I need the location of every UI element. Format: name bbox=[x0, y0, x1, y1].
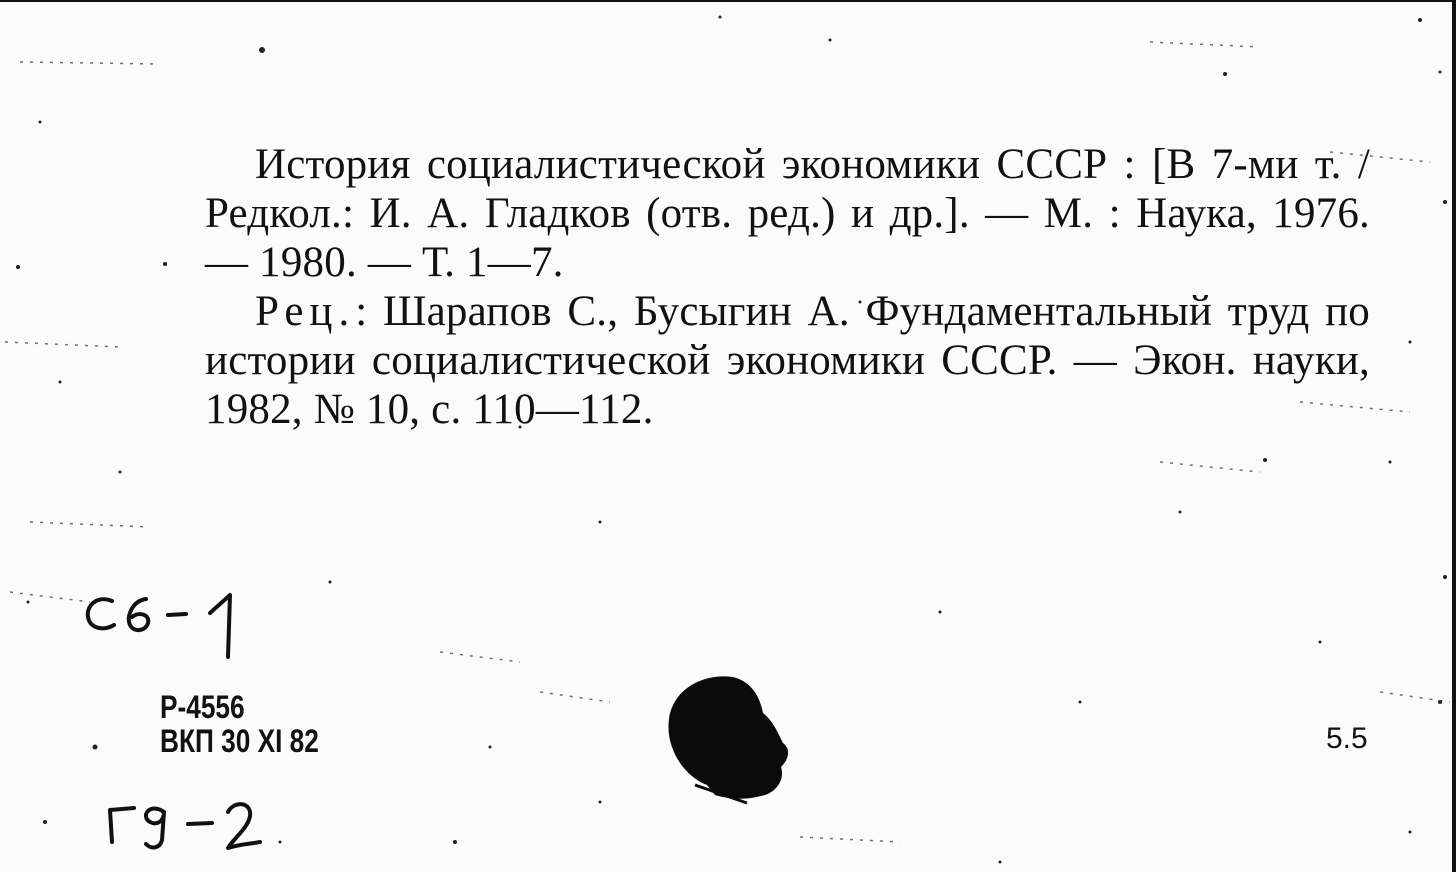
review-label: Рец. bbox=[255, 288, 356, 335]
punch-hole bbox=[655, 667, 805, 812]
handwritten-bottom-code bbox=[100, 792, 280, 862]
card-meta bbox=[160, 690, 354, 758]
order-number: Р-4556 bbox=[160, 689, 245, 725]
bibliographic-entry bbox=[205, 140, 1370, 434]
entry-title: История социалистической экономики СССР : [В 7-ми т. / Редкол.: И. А. Гладков (отв. ред.) и др.]. — М. : Наука, 1976. — 1980. — Т. 1—7. bbox=[205, 141, 1370, 286]
handwritten-top-code bbox=[80, 587, 270, 667]
classification-number: 5.5 bbox=[1326, 722, 1368, 755]
entry-review bbox=[205, 287, 1370, 434]
review-text: : Шарапов С., Бусыгин А. Фундаментальный труд по истории социалистической экономики СССР. — Экон. науки, 1982, № 10, с. 110—112. bbox=[205, 288, 1370, 433]
date-stamp: ВКП 30 XI 82 bbox=[160, 723, 319, 759]
